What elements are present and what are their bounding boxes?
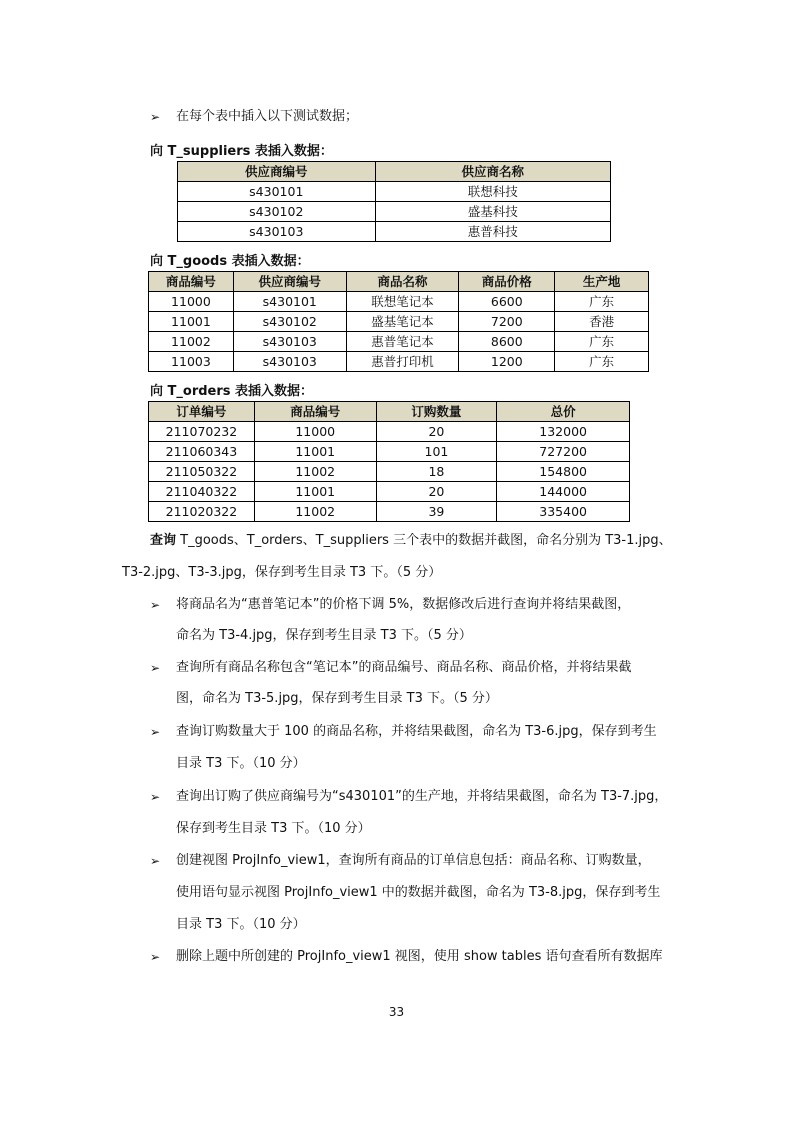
bullet-arrow-icon: ➢	[150, 110, 161, 124]
table-cell: 11001	[149, 312, 234, 332]
page-number: 33	[388, 1005, 405, 1019]
query-bold-word: 查询	[150, 533, 177, 548]
header-cell: 生产地	[555, 272, 649, 292]
table-cell: 39	[376, 502, 497, 522]
table-row	[149, 292, 649, 312]
table-cell: 惠普科技	[375, 222, 610, 242]
table-cell: 20	[376, 482, 497, 502]
table-cell: s430102	[233, 312, 346, 332]
table-cell: 惠普笔记本	[346, 332, 459, 352]
table-cell: 335400	[497, 502, 630, 522]
table-cell: 6600	[459, 292, 555, 312]
table-row	[149, 352, 649, 372]
table-row	[178, 182, 611, 202]
table-cell: 154800	[497, 462, 630, 482]
bullet-arrow-icon: ➢	[150, 661, 161, 675]
table-cell: 11000	[149, 292, 234, 312]
table-row	[149, 422, 630, 442]
header-cell: 商品编号	[254, 402, 376, 422]
task-4-line-2: 保存到考生目录 T3 下。（10 分）	[176, 821, 371, 836]
table-cell: 11002	[254, 502, 376, 522]
orders-caption: 向 T_orders 表插入数据：	[150, 384, 314, 399]
table-cell: 8600	[459, 332, 555, 352]
header-cell: 供应商编号	[178, 162, 376, 182]
table-row	[149, 442, 630, 462]
bullet-arrow-icon: ➢	[150, 598, 161, 612]
table-cell: 727200	[497, 442, 630, 462]
table-cell: 20	[376, 422, 497, 442]
table-cell: s430103	[178, 222, 376, 242]
task-3-line-1: 查询订购数量大于 100 的商品名称，并将结果截图，命名为 T3-6.jpg，保存到考生	[176, 724, 657, 739]
table-cell: s430101	[233, 292, 346, 312]
query-paragraph-line2: T3-2.jpg、T3-3.jpg，保存到考生目录 T3 下。（5 分）	[122, 565, 442, 580]
table-cell: 香港	[555, 312, 649, 332]
table-cell: 广东	[555, 352, 649, 372]
table-cell: 广东	[555, 292, 649, 312]
header-cell: 供应商名称	[375, 162, 610, 182]
header-cell: 订购数量	[376, 402, 497, 422]
table-cell: s430103	[233, 352, 346, 372]
table-cell: 11002	[254, 462, 376, 482]
header-cell: 总价	[497, 402, 630, 422]
header-cell: 供应商编号	[233, 272, 346, 292]
task-2-line-2: 图，命名为 T3-5.jpg，保存到考生目录 T3 下。（5 分）	[176, 691, 498, 706]
table-cell: 联想笔记本	[346, 292, 459, 312]
table-cell: 1200	[459, 352, 555, 372]
table-cell: s430103	[233, 332, 346, 352]
table-cell: 联想科技	[375, 182, 610, 202]
table-row	[149, 482, 630, 502]
header-cell: 商品名称	[346, 272, 459, 292]
goods-caption: 向 T_goods 表插入数据：	[150, 254, 310, 269]
table-header-row	[149, 402, 630, 422]
table-cell: 101	[376, 442, 497, 462]
table-cell: 132000	[497, 422, 630, 442]
task-2-line-1: 查询所有商品名称包含“笔记本”的商品编号、商品名称、商品价格，并将结果截	[176, 660, 632, 675]
table-cell: s430101	[178, 182, 376, 202]
table-cell: 11001	[254, 482, 376, 502]
table-row	[149, 312, 649, 332]
table-header-row	[178, 162, 611, 182]
table-row	[178, 222, 611, 242]
bullet-arrow-icon: ➢	[150, 950, 161, 964]
bullet-arrow-icon: ➢	[150, 790, 161, 804]
goods-table	[148, 271, 649, 372]
task-5-line-2: 使用语句显示视图 ProjInfo_view1 中的数据并截图，命名为 T3-8.jpg，保存到考生	[176, 885, 661, 900]
table-header-row	[149, 272, 649, 292]
task-1-line-2: 命名为 T3-4.jpg，保存到考生目录 T3 下。（5 分）	[176, 628, 472, 643]
suppliers-table	[177, 161, 611, 242]
task-4-line-1: 查询出订购了供应商编号为“s430101”的生产地，并将结果截图，命名为 T3-7.jpg，	[176, 789, 668, 804]
table-cell: 11000	[254, 422, 376, 442]
bullet-arrow-icon: ➢	[150, 854, 161, 868]
header-cell: 商品编号	[149, 272, 234, 292]
task-6-line-1: 删除上题中所创建的 ProjInfo_view1 视图，使用 show tables 语句查看所有数据库	[176, 949, 663, 964]
table-cell: 盛基科技	[375, 202, 610, 222]
table-cell: 211050322	[149, 462, 255, 482]
header-cell: 商品价格	[459, 272, 555, 292]
table-cell: 7200	[459, 312, 555, 332]
query-paragraph-line1	[150, 532, 672, 550]
table-cell: 11003	[149, 352, 234, 372]
table-cell: 广东	[555, 332, 649, 352]
query-line1-text: T_goods、T_orders、T_suppliers 三个表中的数据并截图，命名分别为 T3-1.jpg、	[176, 533, 672, 548]
suppliers-caption: 向 T_suppliers 表插入数据：	[150, 144, 333, 159]
table-cell: 11002	[149, 332, 234, 352]
table-cell: s430102	[178, 202, 376, 222]
table-cell: 11001	[254, 442, 376, 462]
table-cell: 144000	[497, 482, 630, 502]
bullet-arrow-icon: ➢	[150, 725, 161, 739]
table-row	[149, 332, 649, 352]
table-cell: 211060343	[149, 442, 255, 462]
table-cell: 211040322	[149, 482, 255, 502]
task-1-line-1: 将商品名为“惠普笔记本”的价格下调 5%，数据修改后进行查询并将结果截图，	[176, 597, 631, 612]
table-row	[178, 202, 611, 222]
task-3-line-2: 目录 T3 下。（10 分）	[176, 756, 306, 771]
intro-text: 在每个表中插入以下测试数据；	[176, 109, 359, 124]
orders-table	[148, 401, 630, 522]
task-5-line-3: 目录 T3 下。（10 分）	[176, 917, 306, 932]
table-cell: 211070232	[149, 422, 255, 442]
table-cell: 18	[376, 462, 497, 482]
table-cell: 盛基笔记本	[346, 312, 459, 332]
header-cell: 订单编号	[149, 402, 255, 422]
table-row	[149, 462, 630, 482]
table-cell: 211020322	[149, 502, 255, 522]
table-cell: 惠普打印机	[346, 352, 459, 372]
table-row	[149, 502, 630, 522]
task-5-line-1: 创建视图 ProjInfo_view1，查询所有商品的订单信息包括：商品名称、订购数量，	[176, 853, 651, 868]
